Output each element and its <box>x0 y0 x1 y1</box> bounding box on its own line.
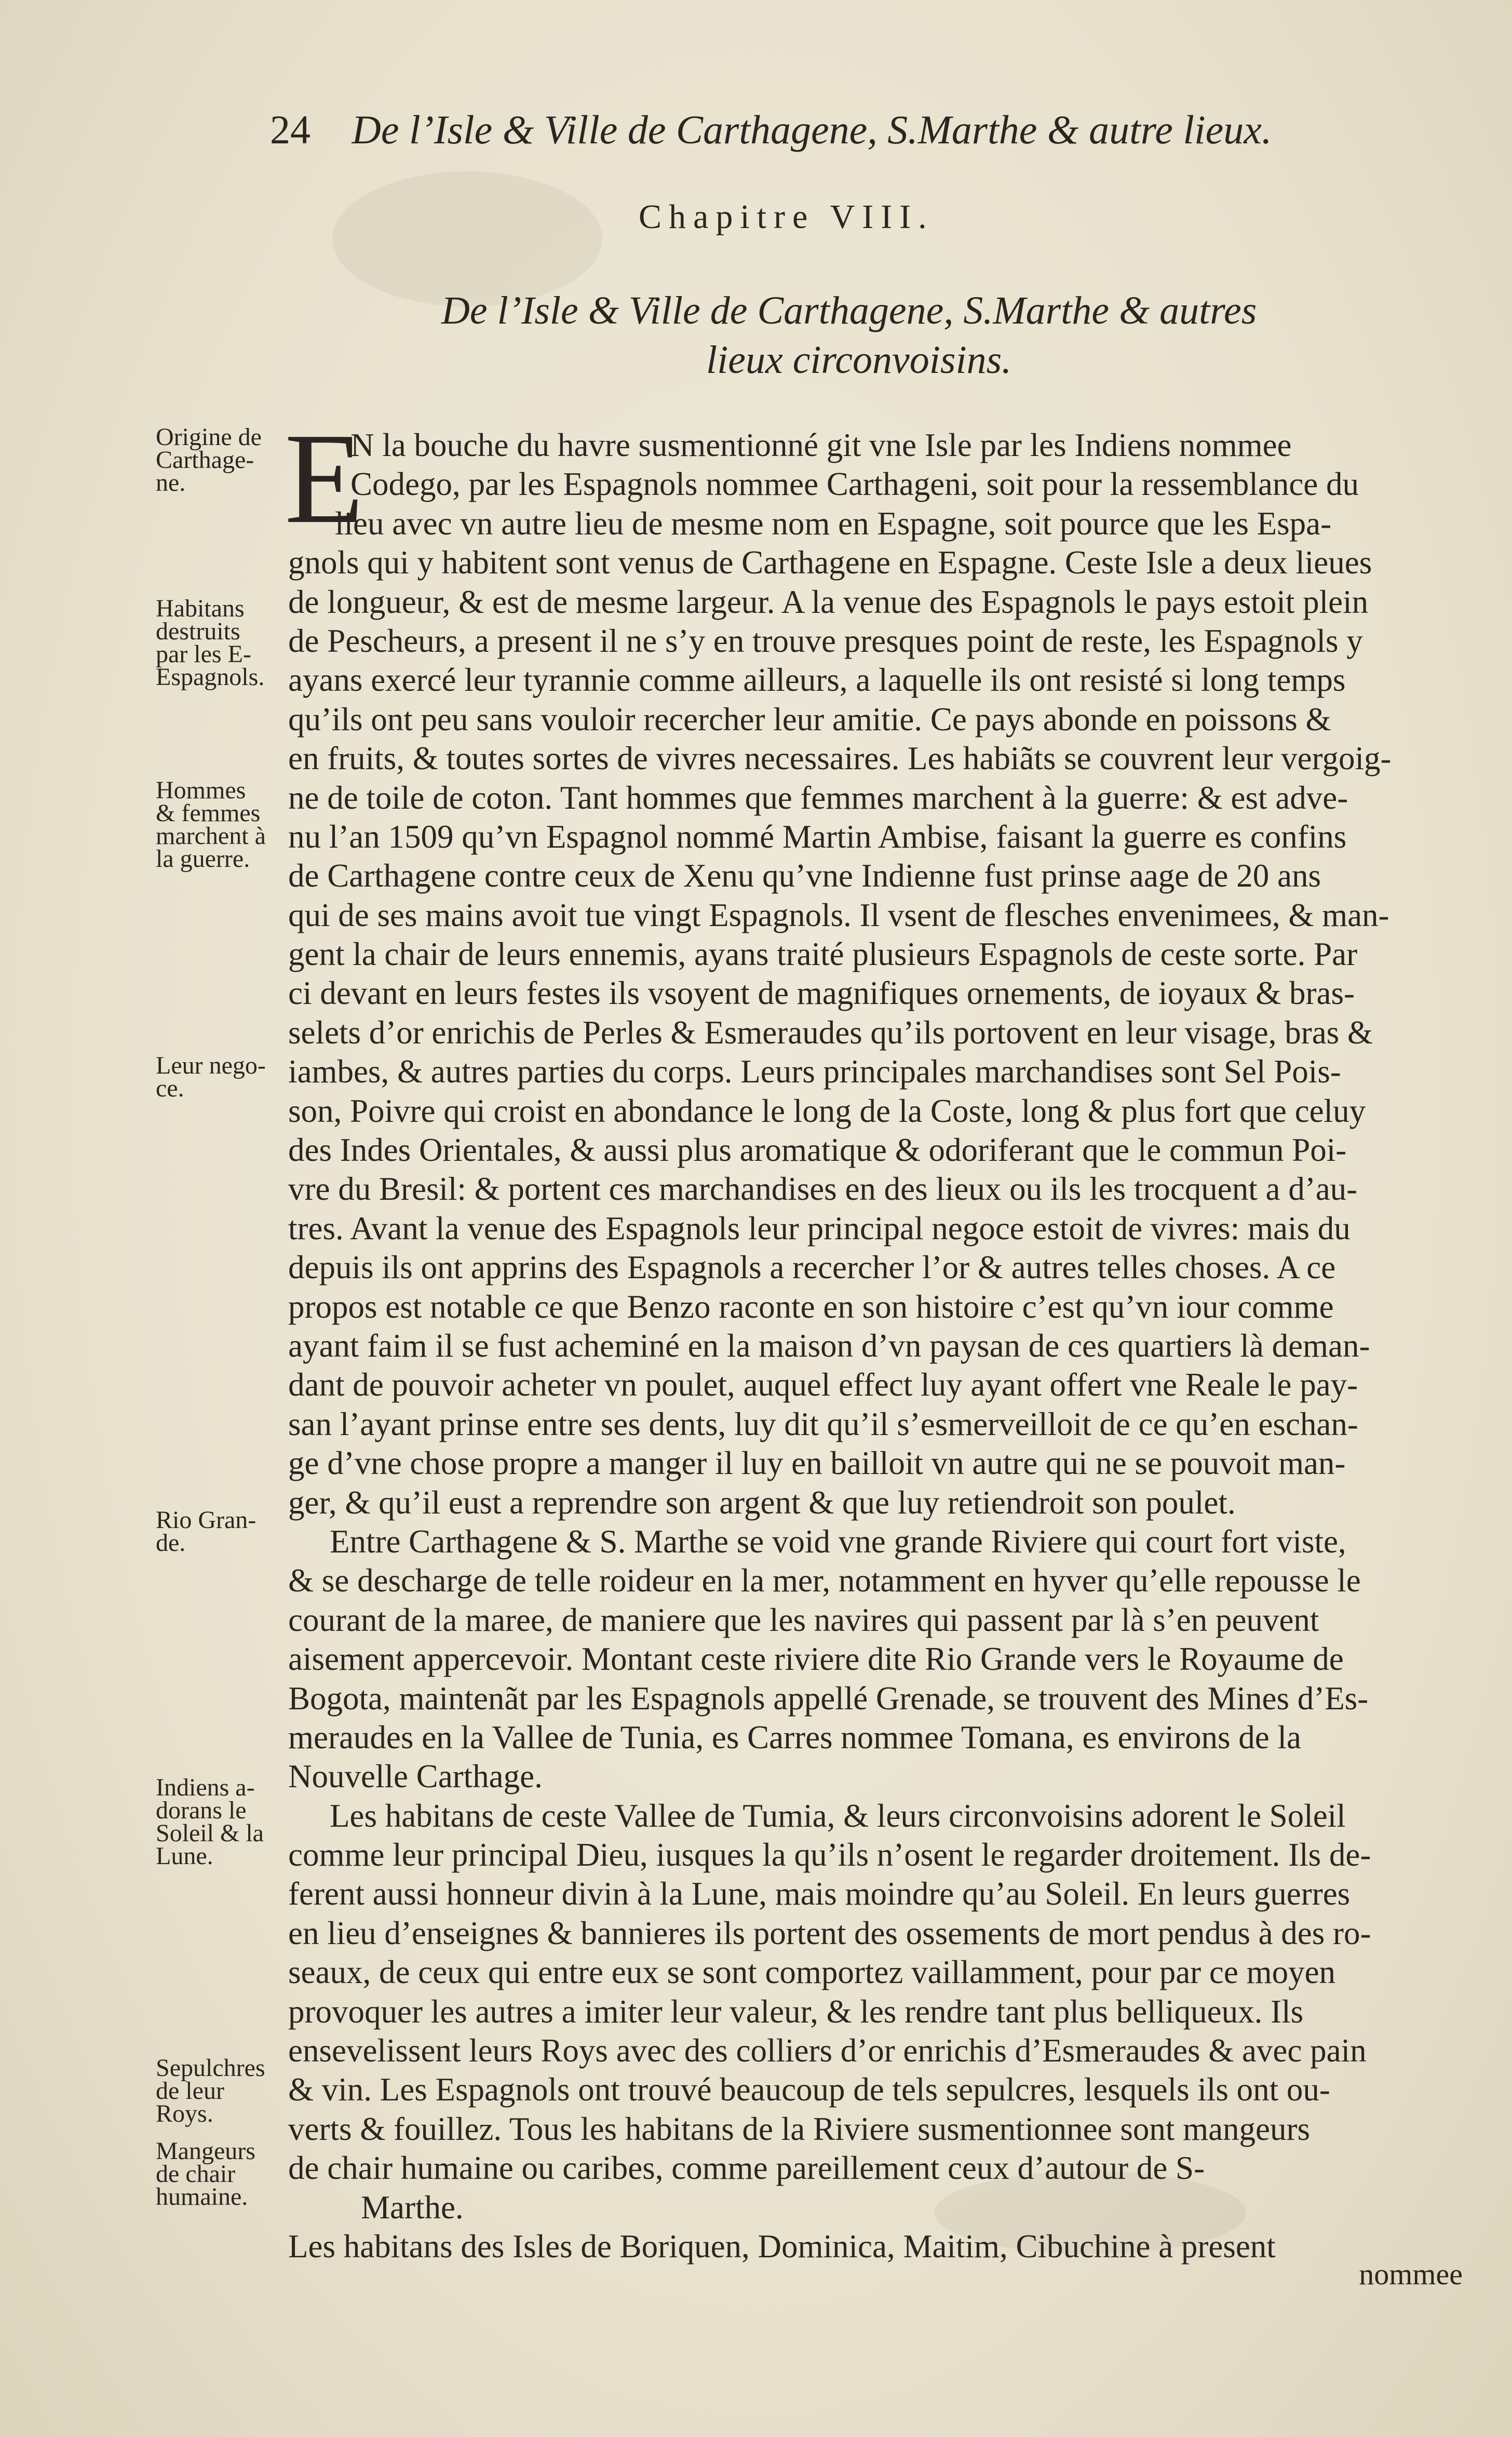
body-line: ci devant en leurs festes ils vsoyent de magnifiques ornements, de ioyaux & bras- <box>288 975 1355 1012</box>
margin-note-line: marchent à <box>156 822 266 850</box>
margin-note-line: Soleil & la <box>156 1819 264 1847</box>
running-head <box>270 106 1308 153</box>
page-number: 24 <box>270 107 310 152</box>
body-line: san l’ayant prinse entre ses dents, luy dit qu’il s’esmerveilloit de ce qu’en eschan- <box>288 1405 1358 1442</box>
body-line: ensevelissent leurs Roys avec des colliers d’or enrichis d’Esmeraudes & avec pain <box>288 2032 1367 2069</box>
body-line: des Indes Orientales, & aussi plus aromatique & odoriferant que le commun Poi- <box>288 1132 1347 1169</box>
bleed-through-stain <box>332 171 602 306</box>
margin-note <box>156 1776 286 1868</box>
running-head-title: De l’Isle & Ville de Carthagene, S.Marthe & autre lieux. <box>352 107 1272 152</box>
body-text <box>288 426 1467 2266</box>
margin-note-line: Sepulchres <box>156 2054 265 2082</box>
body-line: de chair humaine ou caribes, comme pareillement ceux d’autour de S- <box>288 2150 1205 2187</box>
body-line: qui de ses mains avoit tue vingt Espagnols. Il vsent de flesches envenimees, & man- <box>288 896 1389 933</box>
body-line: gent la chair de leurs ennemis, ayans traité plusieurs Espagnols de ceste sorte. Par <box>288 936 1358 973</box>
margin-note-line: destruits <box>156 618 240 645</box>
body-line: Bogota, maintenãt par les Espagnols appellé Grenade, se trouvent des Mines d’Es- <box>288 1680 1369 1717</box>
body-line: Nouvelle Carthage. <box>288 1758 543 1795</box>
body-line: comme leur principal Dieu, iusques la qu’ils n’osent le regarder droitement. Ils de- <box>288 1837 1371 1873</box>
margin-note-line: Rio Gran- <box>156 1506 256 1534</box>
body-line: courant de la maree, de maniere que les navires qui passent par là s’en peuvent <box>288 1601 1319 1638</box>
margin-note-line: Indiens a- <box>156 1774 255 1801</box>
chapter-title-line1: De l’Isle & Ville de Carthagene, S.Marthe & autres <box>441 289 1257 332</box>
body-line: qu’ils ont peu sans vouloir recercher leur amitie. Ce pays abonde en poissons & <box>288 701 1331 738</box>
chapter-heading: Chapitre VIII. <box>639 198 934 236</box>
margin-note-line: ne. <box>156 469 186 497</box>
margin-note-line: la guerre. <box>156 845 250 873</box>
body-line: en fruits, & toutes sortes de vivres necessaires. Les habiãts se couvrent leur vergoig- <box>288 740 1392 777</box>
body-line: ne de toile de coton. Tant hommes que femmes marchent à la guerre: & est adve- <box>288 779 1348 816</box>
body-line: propos est notable ce que Benzo raconte en son histoire c’est qu’vn iour comme <box>288 1288 1334 1325</box>
margin-note-line: Roys. <box>156 2100 213 2127</box>
body-line: & se descharge de telle roideur en la mer, notamment en hyver qu’elle repousse le <box>288 1562 1361 1599</box>
body-line: & vin. Les Espagnols ont trouvé beaucoup de tels sepulcres, lesquels ils ont ou- <box>288 2071 1330 2108</box>
body-line: verts & fouillez. Tous les habitans de la Riviere susmentionnee sont mangeurs <box>288 2110 1311 2147</box>
body-line: ger, & qu’il eust a reprendre son argent & que luy retiendroit son poulet. <box>288 1484 1236 1521</box>
margin-note-line: Habitans <box>156 595 245 622</box>
margin-note <box>156 776 286 873</box>
chapter-title-line2: lieux circonvoisins. <box>706 338 1012 382</box>
body-line: dant de pouvoir acheter vn poulet, auquel effect luy ayant offert vne Reale le pay- <box>288 1367 1358 1403</box>
margin-note-line: humaine. <box>156 2183 248 2211</box>
margin-note-line: ce. <box>156 1075 184 1102</box>
body-line: nu l’an 1509 qu’vn Espagnol nommé Martin Ambise, faisant la guerre es confins <box>288 818 1347 855</box>
margin-note-line: & femmes <box>156 799 261 827</box>
body-line: son, Poivre qui croist en abondance le long de la Coste, long & plus fort que celuy <box>288 1092 1366 1129</box>
body-line: selets d’or enrichis de Perles & Esmeraudes qu’ils portovent en leur visage, bras & <box>288 1014 1373 1051</box>
body-line: provoquer les autres a imiter leur valeur, & les rendre tant plus belliqueux. Ils <box>288 1993 1304 2030</box>
margin-note-line: Carthage- <box>156 446 254 474</box>
body-line: depuis ils ont apprins des Espagnols a recercher l’or & autres telles choses. A ce <box>288 1249 1336 1286</box>
body-line: tres. Avant la venue des Espagnols leur principal negoce estoit de vivres: mais du <box>288 1210 1351 1247</box>
body-line: ferent aussi honneur divin à la Lune, mais moindre qu’au Soleil. En leurs guerres <box>288 1876 1351 1912</box>
body-line: meraudes en la Vallee de Tunia, es Carres nommee Tomana, es environs de la <box>288 1719 1301 1756</box>
body-line: Les habitans des Isles de Boriquen, Dominica, Maitim, Cibuchine à present <box>288 2228 1276 2265</box>
body-line: seaux, de ceux qui entre eux se sont comportez vaillamment, pour par ce moyen <box>288 1954 1336 1991</box>
margin-note-line: Lune. <box>156 1842 213 1870</box>
body-line: N la bouche du havre susmentionné git vne Isle par les Indiens nommee <box>350 427 1292 463</box>
body-line: en lieu d’enseignes & bannieres ils portent des ossements de mort pendus à des ro- <box>288 1914 1371 1951</box>
body-line: Entre Carthagene & S. Marthe se void vne grande Riviere qui court fort viste, <box>330 1523 1346 1560</box>
margin-note-line: de. <box>156 1529 186 1557</box>
margin-note-line: de leur <box>156 2077 224 2105</box>
margin-note <box>156 1506 286 1557</box>
body-line: gnols qui y habitent sont venus de Carthagene en Espagne. Ceste Isle a deux lieues <box>288 544 1372 581</box>
margin-note-line: par les E- <box>156 640 251 668</box>
body-line: de Carthagene contre ceux de Xenu qu’vne Indienne fust prinse aage de 20 ans <box>288 858 1321 894</box>
margin-note <box>156 597 286 689</box>
body-line: Codego, par les Espagnols nommee Carthageni, soit pour la ressemblance du <box>350 466 1359 503</box>
body-line: ayant faim il se fust acheminé en la maison d’vn paysan de ces quartiers là deman- <box>288 1327 1370 1364</box>
body-line: ayans exercé leur tyrannie comme ailleurs, a laquelle ils ont resisté si long temps <box>288 662 1346 699</box>
body-line: Marthe. <box>361 2189 464 2226</box>
margin-note-line: Espagnols. <box>156 663 265 691</box>
margin-note <box>156 423 286 497</box>
margin-note-line: Origine de <box>156 423 262 451</box>
body-line: Les habitans de ceste Vallee de Tumia, & leurs circonvoisins adorent le Soleil <box>330 1797 1346 1834</box>
body-line: ge d’vne chose propre a manger il luy en bailloit vn autre qui ne se pouvoit man- <box>288 1445 1346 1482</box>
body-line: lieu avec vn autre lieu de mesme nom en Espagne, soit pource que les Espa- <box>335 505 1332 542</box>
margin-note <box>156 2137 286 2211</box>
margin-note-line: Hommes <box>156 776 246 804</box>
margin-note <box>156 2054 286 2127</box>
body-line: iambes, & autres parties du corps. Leurs principales marchandises sont Sel Pois- <box>288 1053 1341 1090</box>
body-line: vre du Bresil: & portent ces marchandises en des lieux ou ils les trocquent a d’au- <box>288 1171 1358 1208</box>
catchword: nommee <box>1359 2257 1463 2291</box>
margin-note <box>156 1054 286 1100</box>
margin-note-line: dorans le <box>156 1797 247 1824</box>
margin-note-line: de chair <box>156 2160 236 2188</box>
body-line: aisement appercevoir. Montant ceste riviere dite Rio Grande vers le Royaume de <box>288 1641 1344 1678</box>
body-line: de longueur, & est de mesme largeur. A la venue des Espagnols le pays estoit plein <box>288 583 1369 620</box>
body-line: de Pescheurs, a present il ne s’y en trouve presques point de reste, les Espagnols y <box>288 622 1363 659</box>
margin-note-line: Mangeurs <box>156 2137 255 2165</box>
margin-note-line: Leur nego- <box>156 1052 266 1079</box>
drop-capital: E <box>285 407 364 551</box>
